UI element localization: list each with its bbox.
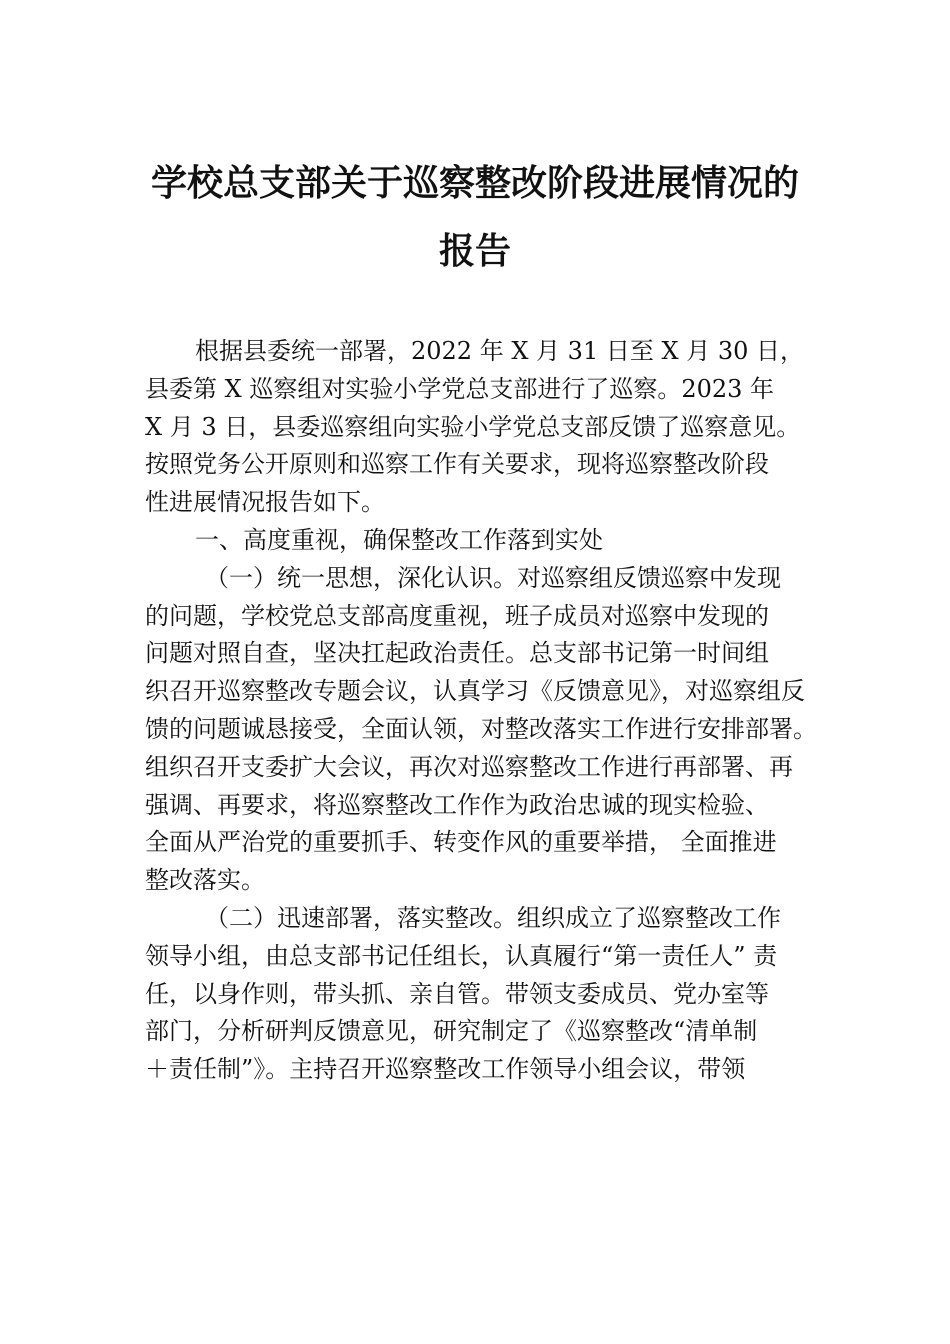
body-line: 部门，分析研判反馈意见，研究制定了《巡察整改“清单制 [145, 1017, 758, 1046]
body-line: 问题对照自查，坚决扛起政治责任。总支部书记第一时间组 [145, 639, 769, 668]
body-line: 县委第 X 巡察组对实验小学党总支部进行了巡察。2023 年 [145, 374, 775, 403]
body-line: 按照党务公开原则和巡察工作有关要求，现将巡察整改阶段 [145, 450, 769, 479]
document-title-line2: 报告 [438, 230, 511, 272]
body-line: X 月 3 日，县委巡察组向实验小学党总支部反馈了巡察意见。 [145, 412, 801, 441]
subsection-line: （一）统一思想，深化认识。对巡察组反馈巡察中发现 [205, 563, 781, 592]
body-line: 领导小组，由总支部书记任组长，认真履行“第一责任人” 责 [145, 941, 778, 970]
body-line: 织召开巡察整改专题会议，认真学习《反馈意见》，对巡察组反 [145, 677, 805, 706]
body-line: 全面从严治党的重要抓手、转变作风的重要举措， 全面推进 [145, 828, 777, 857]
subsection-line: （二）迅速部署，落实整改。组织成立了巡察整改工作 [205, 903, 781, 932]
body-line: 馈的问题诚恳接受，全面认领，对整改落实工作进行安排部署。 [145, 714, 817, 743]
body-line: 的问题，学校党总支部高度重视，班子成员对巡察中发现的 [145, 601, 769, 630]
body-line: 组织召开支委扩大会议，再次对巡察整改工作进行再部署、再 [145, 752, 793, 781]
document-title-line1: 学校总支部关于巡察整改阶段进展情况的 [150, 162, 799, 204]
section-heading: 一、高度重视，确保整改工作落到实处 [195, 525, 603, 554]
body-line: ＋责任制”》。主持召开巡察整改工作领导小组会议，带领 [145, 1055, 746, 1084]
body-line: 强调、再要求，将巡察整改工作作为政治忠诚的现实检验、 [145, 790, 769, 819]
body-line: 任，以身作则，带头抓、亲自管。带领支委成员、党办室等 [145, 979, 769, 1008]
body-line: 性进展情况报告如下。 [145, 488, 385, 517]
document-body [145, 333, 825, 1089]
body-line: 整改落实。 [145, 866, 265, 895]
body-line: 根据县委统一部署，2022 年 X 月 31 日至 X 月 30 日， [195, 337, 804, 365]
